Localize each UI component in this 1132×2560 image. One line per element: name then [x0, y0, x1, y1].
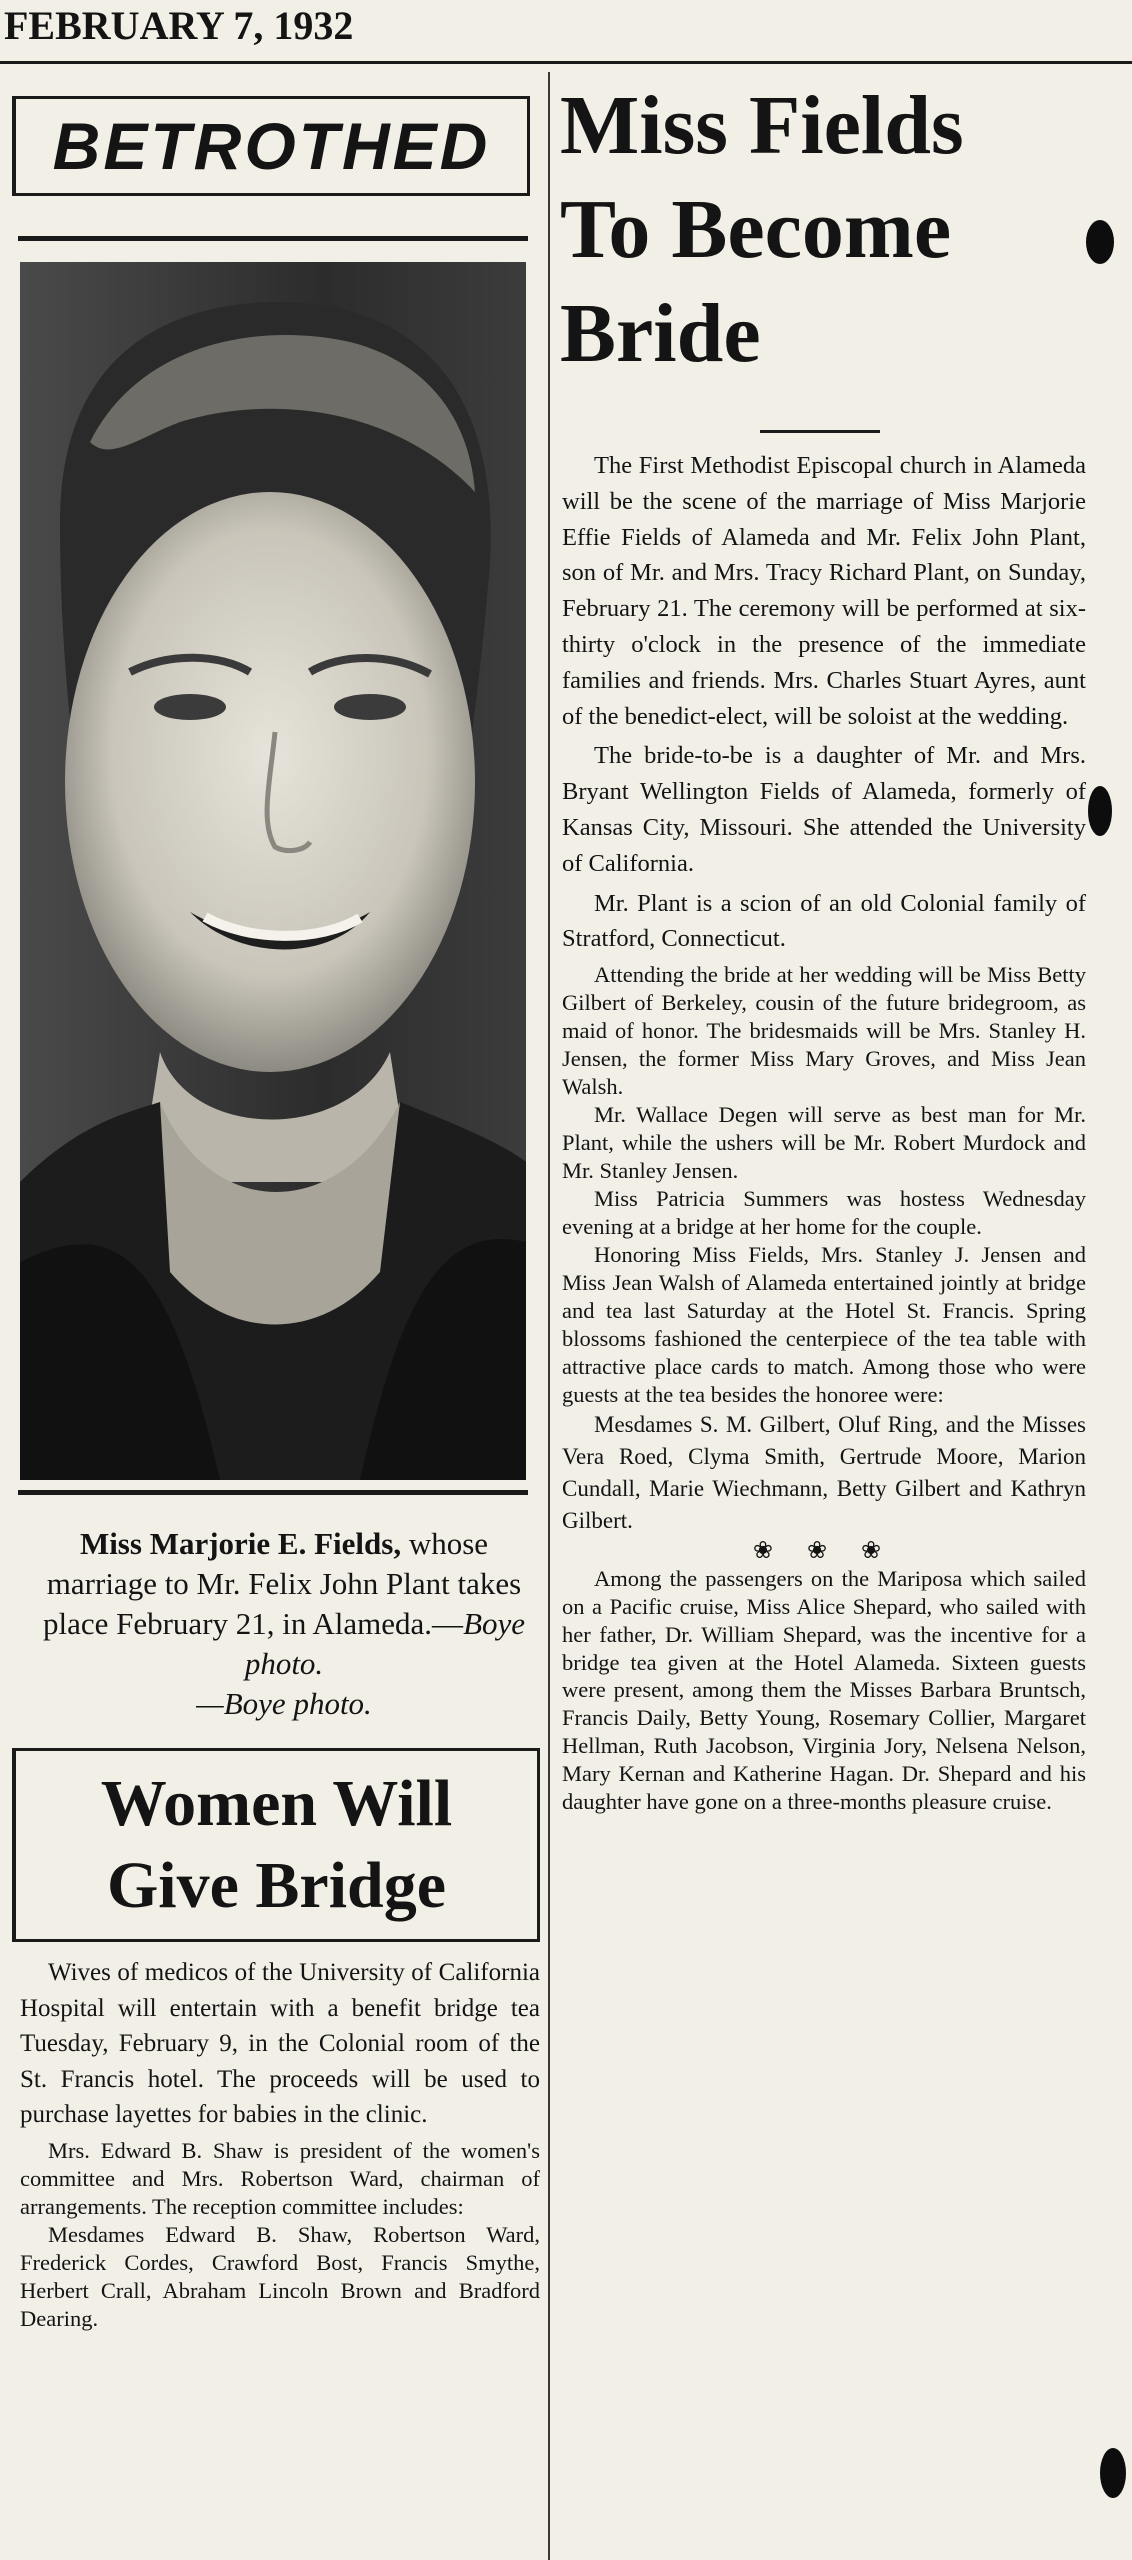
women-headline-box [12, 1748, 540, 1942]
fields-story-paragraph: Mr. Plant is a scion of an old Colonial family of Stratford, Connecticut. [562, 889, 1086, 953]
fields-headline-line1: Miss Fields [560, 79, 964, 172]
fields-headline-line2: To Become [560, 183, 952, 276]
fields-story-paragraph: Honoring Miss Fields, Mrs. Stanley J. Jensen and Miss Jean Walsh of Alameda entertained jointly at bridge and tea last Saturday at the Hotel St. Francis. Spring blossoms fashioned the centerpiece of the tea table with attractive place cards to match. Among those who were guests at the tea besides the honoree were: [562, 1242, 1086, 1408]
ink-blot [1088, 786, 1112, 836]
portrait-image [20, 262, 526, 1480]
fields-story-paragraph: The bride-to-be is a daughter of Mr. and Mrs. Bryant Wellington Fields of Alameda, formerly of Kansas City, Missouri. She attended the University of California. [562, 742, 1086, 877]
betrothed-label-box [12, 96, 530, 196]
caption-credit: Boye photo. [244, 1606, 526, 1681]
fields-story-paragraph: Mr. Wallace Degen will serve as best man for Mr. Plant, while the ushers will be Mr. Robert Murdock and Mr. Stanley Jensen. [562, 1102, 1086, 1184]
women-headline-line1: Women Will [100, 1767, 453, 1840]
column-rule [548, 72, 550, 2560]
caption-text: whose marriage to Mr. Felix John Plant takes place February 21, in Alameda.— [42, 1526, 522, 1641]
caption-name: Miss Marjorie E. Fields, [79, 1526, 402, 1561]
women-headline-line2: Give Bridge [106, 1849, 447, 1922]
photo-caption [40, 1524, 528, 1724]
fields-story-paragraph: The First Methodist Episcopal church in Alameda will be the scene of the marriage of Miss Marjorie Effie Fields of Alameda and Mr. Felix John Plant, son of Mr. and Mrs. Tracy Richard Plant, on Sunday, February 21. The ceremony will be performed at six-thirty o'clock in the presence of the immediate families and friends. Mrs. Charles Stuart Ayres, aunt of the benedict-elect, will be soloist at the wedding. [562, 452, 1086, 730]
fields-story-paragraph: Attending the bride at her wedding will be Miss Betty Gilbert of Berkeley, cousin of the future bridegroom, as maid of honor. The bridesmaids will be Mrs. Stanley H. Jensen, the former Miss Mary Groves, and Miss Jean Walsh. [562, 962, 1086, 1100]
fields-story-paragraph: Miss Patricia Summers was hostess Wednesday evening at a bridge at her home for the couple. [562, 1186, 1086, 1240]
caption-credit-repeat: —Boye photo. [196, 1686, 372, 1721]
women-story [20, 1955, 540, 2333]
headline-rule [760, 430, 880, 433]
fields-headline [560, 74, 1120, 386]
portrait-photo [20, 262, 526, 1480]
ink-blot [1086, 220, 1114, 264]
fields-story-paragraph: Among the passengers on the Mariposa which sailed on a Pacific cruise, Miss Alice Shepard, who sailed with her father, Dr. William Shepard, was the incentive for a bridge tea given at the Hotel Alameda. Sixteen guests were present, among them the Misses Barbara Bruntsch, Francis Daily, Betty Young, Rosemary Collier, Margaret Hellman, Ruth Jacobson, Virginia Jory, Nelsena Nelson, Mary Kernan and Katherine Hagan. Dr. Shepard and his daughter have gone on a three-months pleasure cruise. [562, 1566, 1086, 1814]
women-story-paragraph: Mesdames Edward B. Shaw, Robertson Ward, Frederick Cordes, Crawford Bost, Francis Smythe, Herbert Crall, Abraham Lincoln Brown and Bradford Dearing. [20, 2221, 540, 2331]
fields-story-paragraph: Mesdames S. M. Gilbert, Oluf Ring, and the Misses Vera Roed, Clyma Smith, Gertrude Moore, Marion Cundall, Marie Wiechmann, Betty Gilbert and Kathryn Gilbert. [562, 1412, 1086, 1534]
fields-story [562, 448, 1086, 1815]
betrothed-label: BETROTHED [52, 109, 491, 183]
photo-top-rule [18, 236, 528, 241]
ink-blot [1100, 2448, 1126, 2498]
dateline: FEBRUARY 7, 1932 [0, 0, 1132, 64]
women-story-paragraph: Mrs. Edward B. Shaw is president of the women's committee and Mrs. Robertson Ward, chairman of arrangements. The reception committee includes: [20, 2137, 540, 2219]
fields-headline-line3: Bride [560, 287, 761, 380]
women-story-paragraph: Wives of medicos of the University of California Hospital will entertain with a benefit bridge tea Tuesday, February 9, in the Colonial room of the St. Francis hotel. The proceeds will be used to purchase layettes for babies in the clinic. [20, 1959, 540, 2128]
photo-bottom-rule [18, 1490, 528, 1495]
section-separator: ❀ ❀ ❀ [752, 1538, 896, 1565]
